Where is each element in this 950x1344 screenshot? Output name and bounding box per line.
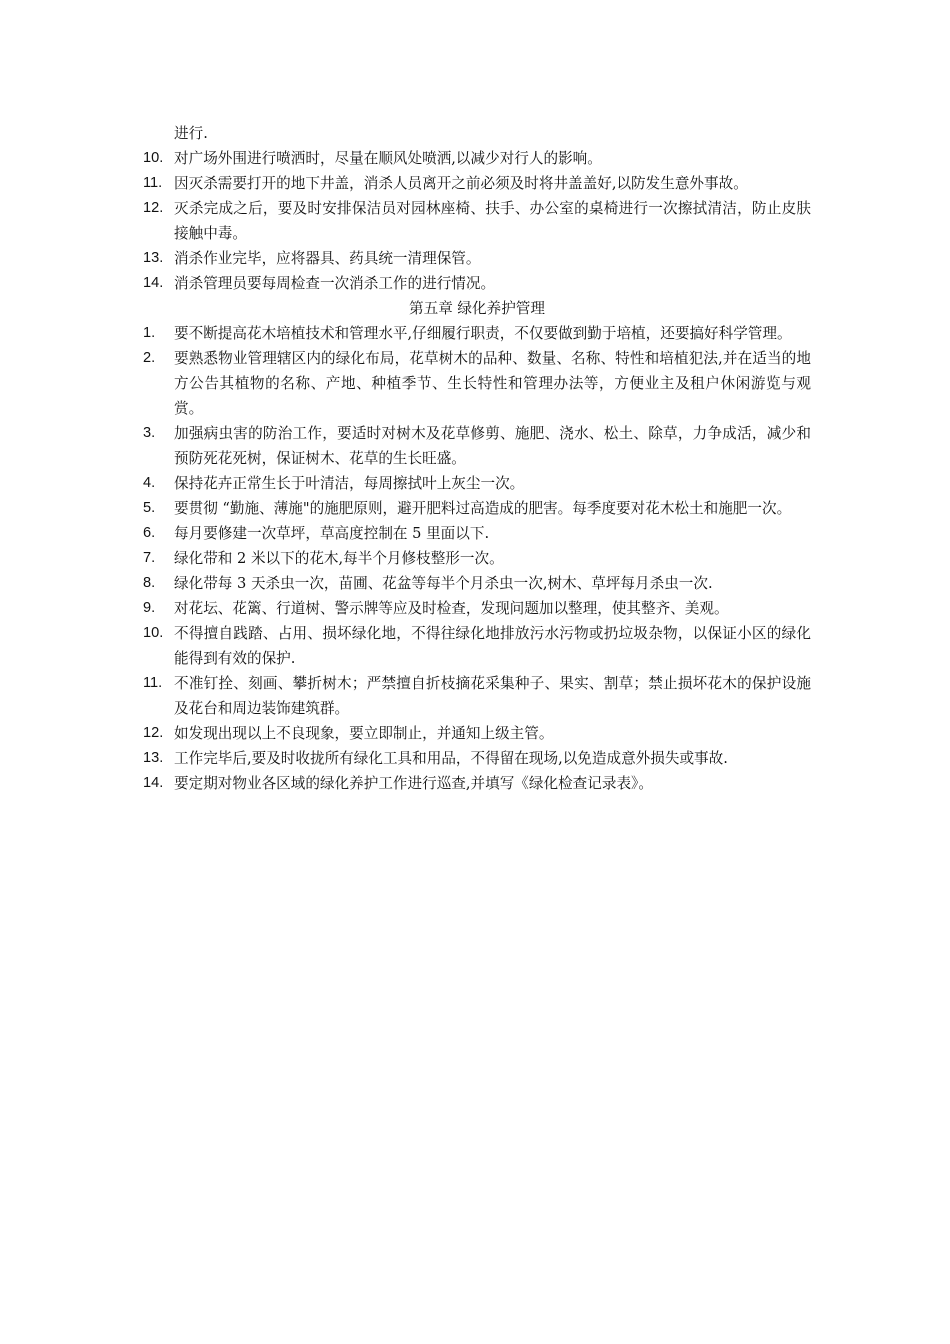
list-item — [143, 771, 811, 796]
item-text: 加强病虫害的防治工作，要适时对树木及花草修剪、施肥、浇水、松土、除草，力争成活，减少和预防死花死树，保证树木、花草的生长旺盛。 — [174, 425, 811, 467]
item-text: 工作完毕后,要及时收拢所有绿化工具和用品，不得留在现场,以免造成意外损失或事故. — [174, 750, 728, 767]
list-item — [143, 746, 811, 771]
item-number: 4. — [143, 475, 156, 491]
item-text: 不得擅自践踏、占用、损坏绿化地，不得往绿化地排放污水污物或扔垃圾杂物，以保证小区的绿化能得到有效的保护. — [174, 625, 811, 667]
item-text: 如发现出现以上不良现象，要立即制止，并通知上级主管。 — [174, 725, 554, 742]
item-text: 要定期对物业各区域的绿化养护工作进行巡查,并填写《绿化检查记录表》。 — [174, 775, 653, 792]
item-text: 灭杀完成之后，要及时安排保洁员对园林座椅、扶手、办公室的桌椅进行一次擦拭清洁，防止皮肤接触中毒。 — [174, 200, 811, 242]
item-text: 要贯彻 “勤施、薄施"的施肥原则，避开肥料过高造成的肥害。每季度要对花木松土和施肥一次。 — [174, 500, 792, 517]
item-number: 1. — [143, 325, 156, 341]
item-number: 14. — [143, 275, 164, 291]
item-number: 5. — [143, 500, 156, 516]
list-item — [143, 671, 811, 721]
list-item — [143, 146, 811, 171]
item-text: 绿化带和 2 米以下的花木,每半个月修枝整形一次。 — [174, 550, 504, 567]
list-item — [143, 496, 811, 521]
section4-list — [143, 146, 811, 296]
chapter5-list — [143, 321, 811, 796]
item-text: 对花坛、花篱、行道树、警示牌等应及时检查，发现问题加以整理，使其整齐、美观。 — [174, 600, 729, 617]
item-number: 7. — [143, 550, 156, 566]
item-text: 保持花卉正常生长于叶清洁，每周擦拭叶上灰尘一次。 — [174, 475, 525, 492]
list-item — [143, 521, 811, 546]
item-text: 每月要修建一次草坪，草高度控制在 5 里面以下. — [174, 525, 490, 542]
item-number: 13. — [143, 750, 164, 766]
item-number: 3. — [143, 425, 156, 441]
item-text: 因灭杀需要打开的地下井盖，消杀人员离开之前必须及时将井盖盖好,以防发生意外事故。 — [174, 175, 748, 192]
item-number: 8. — [143, 575, 156, 591]
item-text: 要不断提高花木培植技术和管理水平,仔细履行职责，不仅要做到勤于培植，还要搞好科学管理。 — [174, 325, 792, 342]
list-item — [143, 196, 811, 246]
item-number: 12. — [143, 200, 164, 216]
item-number: 2. — [143, 350, 156, 366]
chapter-heading: 第五章 绿化养护管理 — [409, 300, 545, 317]
list-item — [143, 421, 811, 471]
item-number: 12. — [143, 725, 164, 741]
item-number: 10. — [143, 150, 164, 166]
item-number: 13. — [143, 250, 164, 266]
item-number: 14. — [143, 775, 164, 791]
list-item — [143, 571, 811, 596]
continuation-text: 进行. — [174, 125, 208, 142]
list-item — [143, 621, 811, 671]
list-item — [143, 471, 811, 496]
list-item — [143, 721, 811, 746]
item-text: 绿化带每 3 天杀虫一次，苗圃、花盆等每半个月杀虫一次,树木、草坪每月杀虫一次. — [174, 575, 713, 592]
list-item — [143, 246, 811, 271]
list-item — [143, 546, 811, 571]
document-page — [143, 121, 811, 796]
list-item — [143, 346, 811, 421]
item-number: 9. — [143, 600, 156, 616]
list-item — [143, 321, 811, 346]
item-text: 要熟悉物业管理辖区内的绿化布局，花草树木的品种、数量、名称、特性和培植犯法,并在适当的地方公告其植物的名称、产地、种植季节、生长特性和管理办法等，方便业主及租户休闲游览与观赏。 — [174, 350, 811, 417]
list-item — [143, 271, 811, 296]
item-number: 11. — [143, 675, 163, 691]
list-item — [143, 171, 811, 196]
item-number: 10. — [143, 625, 164, 641]
item-text: 对广场外围进行喷洒时，尽量在顺风处喷洒,以减少对行人的影响。 — [174, 150, 602, 167]
item-text: 消杀管理员要每周检查一次消杀工作的进行情况。 — [174, 275, 496, 292]
item-text: 消杀作业完毕，应将器具、药具统一清理保管。 — [174, 250, 481, 267]
item-number: 11. — [143, 175, 163, 191]
list-item — [143, 596, 811, 621]
item-text: 不准钉拴、刻画、攀折树木；严禁擅自折枝摘花采集种子、果实、割草；禁止损坏花木的保护设施及花台和周边装饰建筑群。 — [174, 675, 811, 717]
item-number: 6. — [143, 525, 156, 541]
